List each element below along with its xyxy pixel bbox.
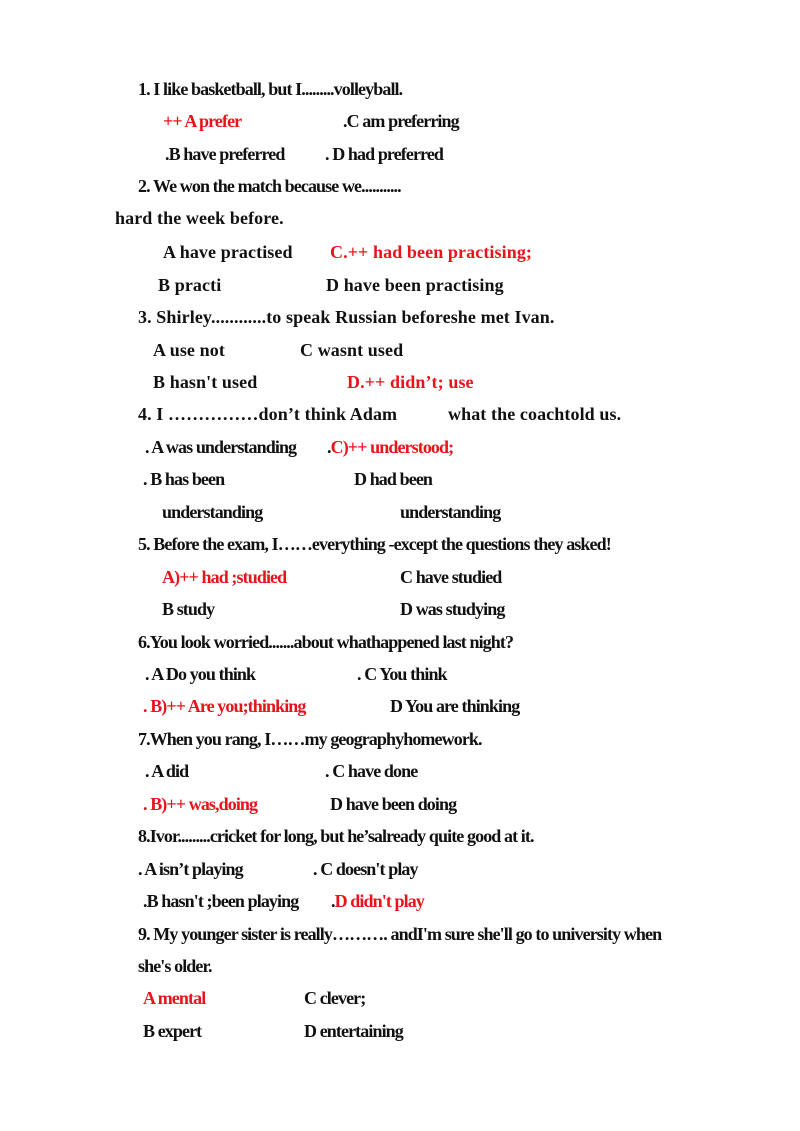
q8-option-d-text: D didn't play xyxy=(334,891,424,911)
q1-option-a-answer: ++ A prefer xyxy=(163,111,242,131)
q9-option-a-answer: A mental xyxy=(143,988,206,1008)
q7-option-b-answer: . B)++ was,doing xyxy=(143,794,258,814)
q8-stem: 8.Ivor.........cricket for long, but he’salready quite good at it. xyxy=(138,826,534,846)
q7-option-d: D have been doing xyxy=(330,794,457,814)
q9-option-b: B expert xyxy=(143,1021,202,1041)
q5-option-a-answer: A)++ had ;studied xyxy=(162,567,287,587)
q4-option-d: D had been xyxy=(354,469,433,489)
q4-option-d-continuation: understanding xyxy=(400,502,501,522)
q3-option-a: A use not xyxy=(153,340,225,360)
q2-stem-continuation: hard the week before. xyxy=(115,208,284,228)
q1-stem: 1. I like basketball, but I.........volleyball. xyxy=(138,79,403,99)
q9-option-d: D entertaining xyxy=(304,1021,403,1041)
q2-stem: 2. We won the match because we........... xyxy=(138,176,401,196)
q6-stem: 6.You look worried.......about whathappened last night? xyxy=(138,632,514,652)
q8-option-b: .B hasn't ;been playing xyxy=(143,891,299,911)
q5-option-c: C have studied xyxy=(400,567,502,587)
q4-stem-part-1: 4. I ……………don’t think Adam xyxy=(138,404,398,424)
q4-option-c-dot: . xyxy=(327,437,331,457)
q7-stem: 7.When you rang, I……my geographyhomework. xyxy=(138,729,482,749)
q4-option-c-text: C)++ understood; xyxy=(330,437,454,457)
q3-option-b: B hasn't used xyxy=(153,372,258,392)
q6-option-a: . A Do you think xyxy=(145,664,256,684)
q8-option-a: . A isn’t playing xyxy=(138,859,243,879)
q3-option-d-answer: D.++ didn’t; use xyxy=(347,372,474,392)
q9-stem-continuation: she's older. xyxy=(138,956,212,976)
q5-option-d: D was studying xyxy=(400,599,505,619)
q9-option-c: C clever; xyxy=(304,988,366,1008)
q6-option-b-answer: . B)++ Are you;thinking xyxy=(143,696,306,716)
q4-option-b-continuation: understanding xyxy=(162,502,263,522)
q8-option-d-dot: . xyxy=(331,891,335,911)
q5-option-b: B study xyxy=(162,599,215,619)
q5-stem: 5. Before the exam, I……everything -except the questions they asked! xyxy=(138,534,611,554)
q6-option-c: . C You think xyxy=(357,664,447,684)
q2-option-a: A have practised xyxy=(163,242,293,262)
q1-option-b: .B have preferred xyxy=(165,144,285,164)
q6-option-d: D You are thinking xyxy=(390,696,520,716)
q4-option-c-answer xyxy=(327,436,453,458)
q2-option-d: D have been practising xyxy=(326,275,504,295)
q4-stem-part-2: what the coachtold us. xyxy=(448,404,622,424)
q8-option-d-answer xyxy=(331,890,424,912)
q9-stem: 9. My younger sister is really………. andI'm sure she'll go to university when xyxy=(138,924,662,944)
q1-option-d: . D had preferred xyxy=(325,144,444,164)
q2-option-c-answer: C.++ had been practising; xyxy=(330,242,533,262)
q2-option-b: B practi xyxy=(158,275,222,295)
q3-stem: 3. Shirley............to speak Russian beforeshe met Ivan. xyxy=(138,307,555,327)
q7-option-c: . C have done xyxy=(325,761,418,781)
q4-option-a: . A was understanding xyxy=(145,437,297,457)
q3-option-c: C wasnt used xyxy=(300,340,404,360)
q7-option-a: . A did xyxy=(145,761,189,781)
q4-option-b: . B has been xyxy=(143,469,225,489)
q1-option-c: .C am preferring xyxy=(343,111,459,131)
q8-option-c: . C doesn't play xyxy=(313,859,418,879)
